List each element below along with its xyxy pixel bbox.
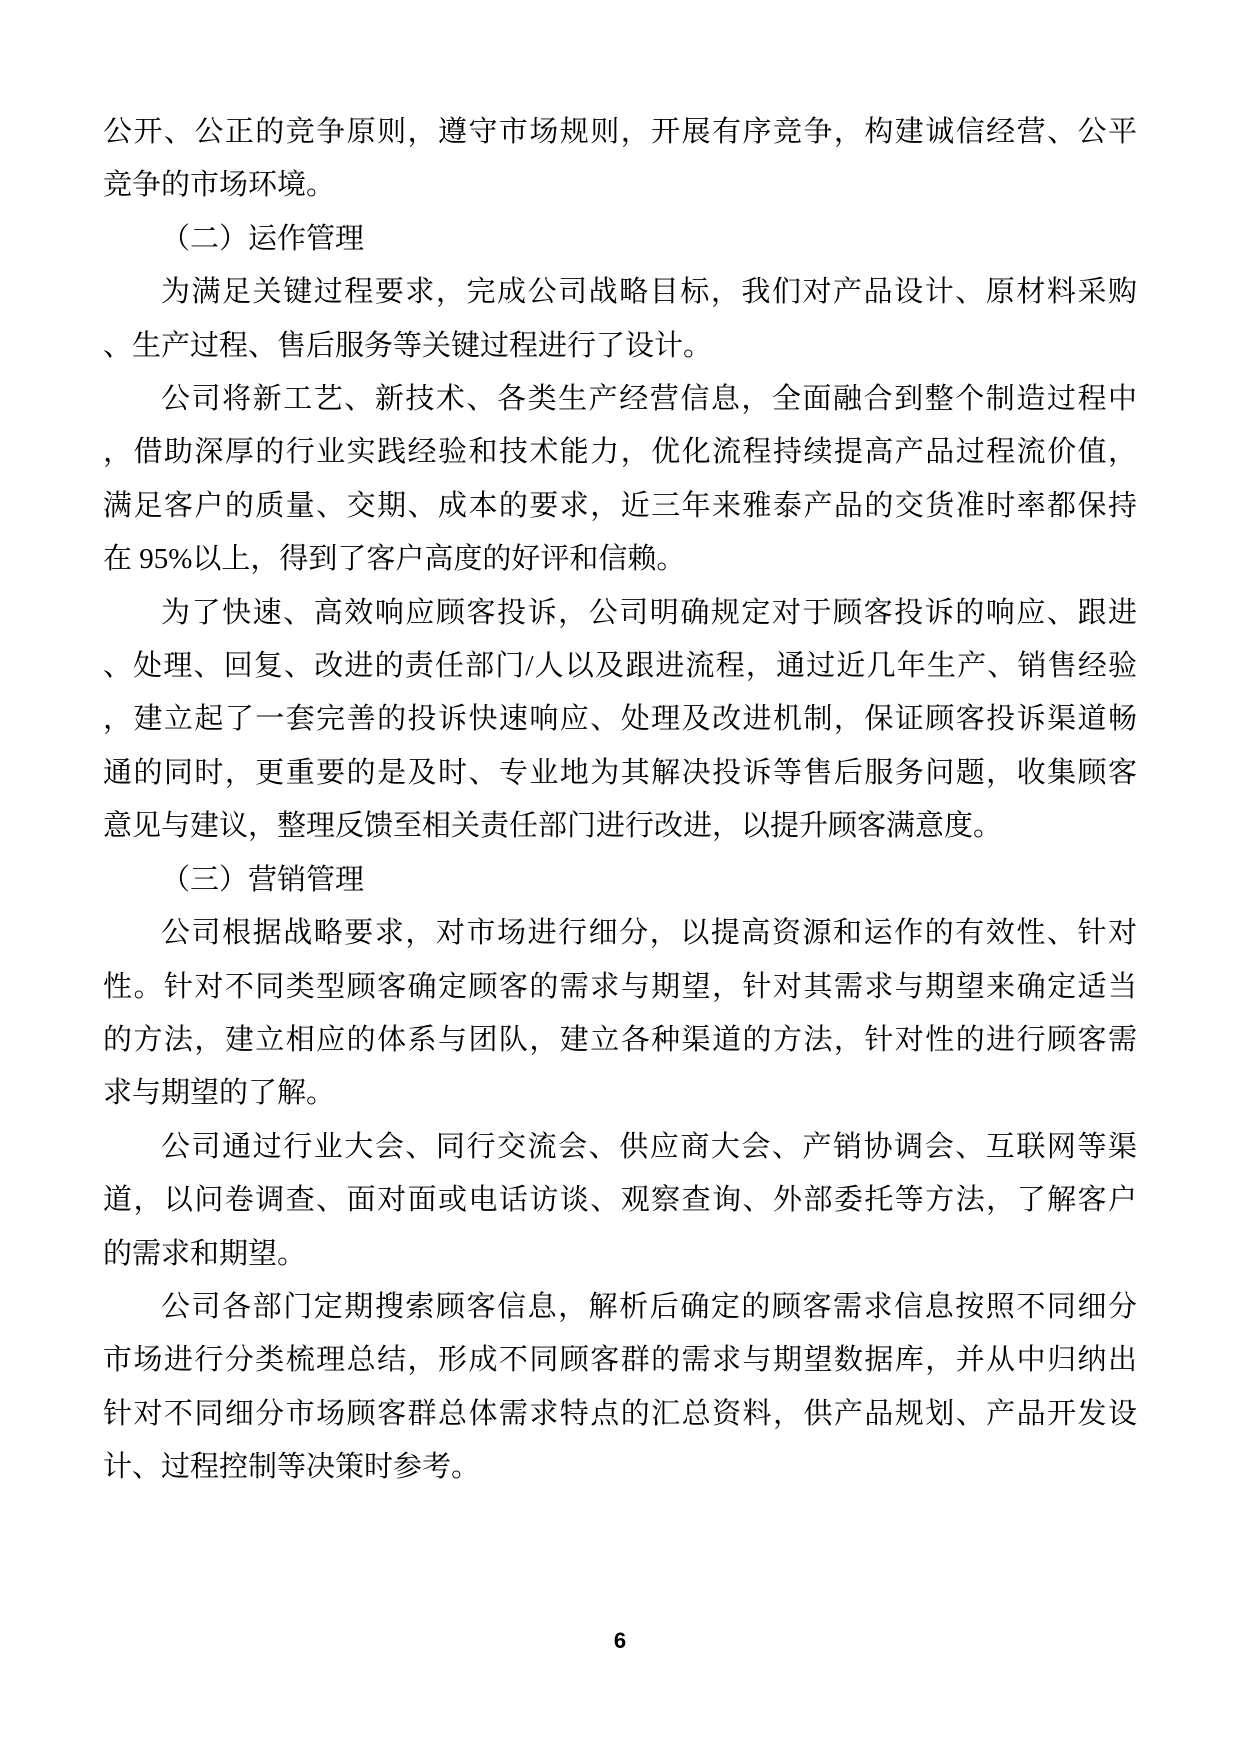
- text-line: 满足客户的质量、交期、成本的要求，近三年来雅泰产品的交货准时率都保持: [103, 489, 1137, 522]
- text-line: 公司各部门定期搜索顾客信息，解析后确定的顾客需求信息按照不同细分: [161, 1290, 1137, 1323]
- text-line: 公司通过行业大会、同行交流会、供应商大会、产销协调会、互联网等渠: [161, 1130, 1137, 1163]
- text-line: ，借助深厚的行业实践经验和技术能力，优化流程持续提高产品过程流价值，: [103, 436, 1137, 469]
- text-line: 市场进行分类梳理总结，形成不同顾客群的需求与期望数据库，并从中归纳出: [103, 1344, 1137, 1377]
- text-line: 公司根据战略要求，对市场进行细分，以提高资源和运作的有效性、针对: [161, 917, 1137, 950]
- text-line: 道，以问卷调查、面对面或电话访谈、观察查询、外部委托等方法，了解客户: [103, 1184, 1137, 1217]
- text-line: 竞争的市场环境。: [103, 169, 336, 202]
- text-line: 的需求和期望。: [103, 1237, 307, 1270]
- page-number: 6: [613, 1628, 627, 1653]
- text-line: 为满足关键过程要求，完成公司战略目标，我们对产品设计、原材料采购: [161, 276, 1137, 309]
- section-heading-operations: （二）运作管理: [161, 222, 365, 255]
- text-line: 公开、公正的竞争原则，遵守市场规则，开展有序竞争，构建诚信经营、公平: [103, 116, 1137, 148]
- text-line: 、处理、回复、改进的责任部门/人以及跟进流程，通过近几年生产、销售经验: [103, 650, 1137, 683]
- text-line: 公司将新工艺、新技术、各类生产经营信息，全面融合到整个制造过程中: [161, 383, 1137, 416]
- text-line: 针对不同细分市场顾客群总体需求特点的汇总资料，供产品规划、产品开发设: [103, 1397, 1137, 1430]
- text-line: 意见与建议，整理反馈至相关责任部门进行改进，以提升顾客满意度。: [103, 810, 1003, 843]
- document-body: [103, 106, 1137, 1495]
- text-line: 的方法，建立相应的体系与团队，建立各种渠道的方法，针对性的进行顾客需: [103, 1023, 1137, 1056]
- text-line: 性。针对不同类型顾客确定顾客的需求与期望，针对其需求与期望来确定适当: [103, 970, 1137, 1003]
- text-line: 计、过程控制等决策时参考。: [103, 1451, 481, 1484]
- text-line: 求与期望的了解。: [103, 1077, 336, 1110]
- text-line: 为了快速、高效响应顾客投诉，公司明确规定对于顾客投诉的响应、跟进: [161, 596, 1137, 629]
- section-heading-marketing: （三）营销管理: [161, 863, 365, 896]
- text-line: 通的同时，更重要的是及时、专业地为其解决投诉等售后服务问题，收集顾客: [103, 756, 1137, 789]
- text-line: 、生产过程、售后服务等关键过程进行了设计。: [103, 329, 713, 362]
- text-line: 在 95%以上，得到了客户高度的好评和信赖。: [103, 543, 686, 576]
- text-line: ，建立起了一套完善的投诉快速响应、处理及改进机制，保证顾客投诉渠道畅: [103, 703, 1137, 736]
